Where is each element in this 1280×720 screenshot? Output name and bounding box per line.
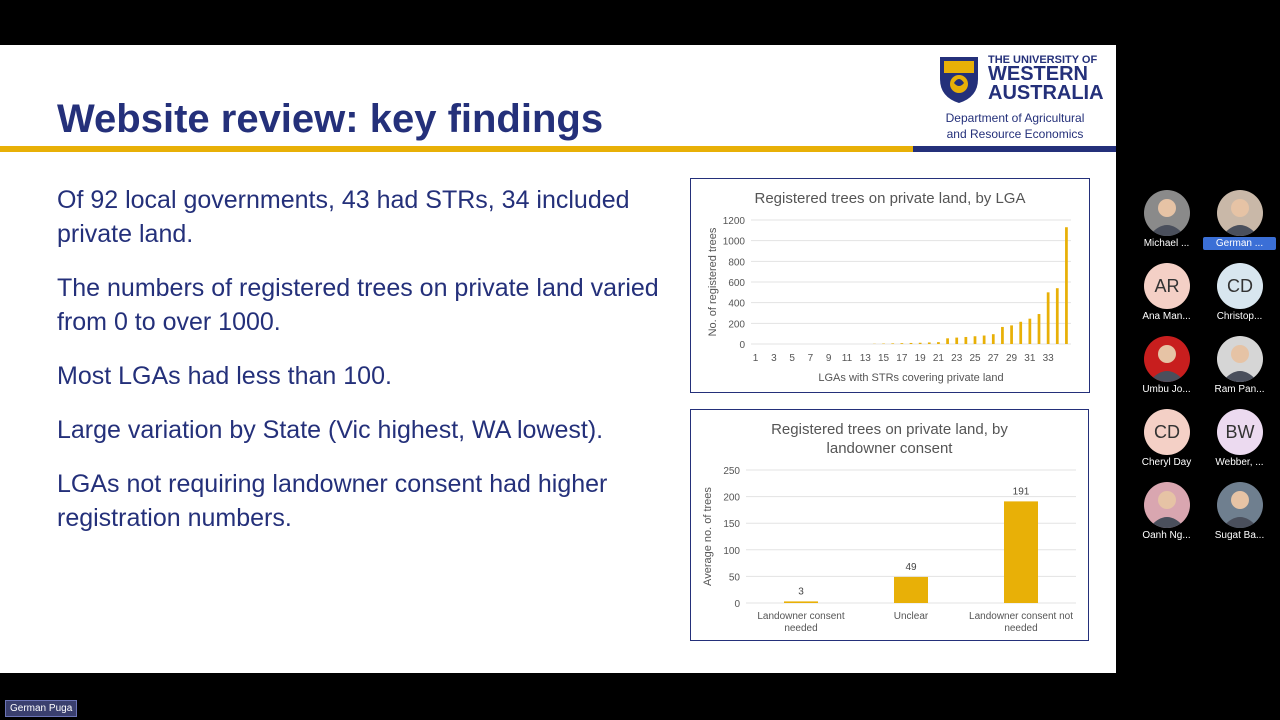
y-tick-label: 200 xyxy=(723,492,740,504)
finding-item: LGAs not requiring landowner consent had higher registration numbers. xyxy=(57,470,608,532)
presentation-slide xyxy=(0,45,1116,673)
participant-tile[interactable] xyxy=(1130,482,1203,548)
participant-photo xyxy=(1217,190,1263,236)
y-tick-label: 1200 xyxy=(722,216,745,227)
person-icon xyxy=(1144,190,1190,236)
data-label: 191 xyxy=(1012,486,1030,498)
logo-line-3: AUSTRALIA xyxy=(988,82,1104,104)
bar xyxy=(955,338,958,344)
x-tick-label: 33 xyxy=(1042,353,1054,364)
title-divider-navy xyxy=(913,146,1116,152)
bar xyxy=(992,334,995,344)
x-tick-label: 13 xyxy=(859,353,871,364)
participant-tile[interactable] xyxy=(1203,482,1276,548)
chart-1-svg xyxy=(691,179,1089,392)
x-tick-label: 21 xyxy=(932,353,944,364)
y-tick-label: 600 xyxy=(728,278,745,289)
x-tick-label: 5 xyxy=(789,353,795,364)
y-axis-label: No. of registered trees xyxy=(707,227,719,337)
key-findings-list xyxy=(57,183,677,555)
x-tick-label: needed xyxy=(784,623,818,634)
x-tick-label: needed xyxy=(1004,623,1038,634)
x-tick-label: 27 xyxy=(987,353,999,364)
chart-title: landowner consent xyxy=(826,440,953,457)
bar xyxy=(928,342,931,344)
y-tick-label: 0 xyxy=(734,599,740,610)
participant-initials: BW xyxy=(1217,409,1263,455)
data-label: 3 xyxy=(798,586,804,598)
department-name xyxy=(936,110,1094,142)
participant-gallery xyxy=(1116,0,1280,720)
bar xyxy=(910,343,913,344)
crest-icon xyxy=(936,53,982,105)
participant-initials: CD xyxy=(1144,409,1190,455)
department-line-1: Department of Agricultural xyxy=(945,111,1085,125)
x-tick-label: 17 xyxy=(896,353,908,364)
participant-name: Webber, ... xyxy=(1215,457,1264,468)
person-icon xyxy=(1217,482,1263,528)
y-tick-label: 200 xyxy=(728,319,745,331)
x-tick-label: 23 xyxy=(951,353,963,364)
participant-photo xyxy=(1144,336,1190,382)
bar xyxy=(900,343,903,344)
bar xyxy=(784,601,818,603)
bar xyxy=(1047,292,1050,344)
participant-tile[interactable] xyxy=(1130,190,1203,256)
y-tick-label: 800 xyxy=(728,257,745,269)
participant-tile[interactable] xyxy=(1130,409,1203,475)
bar xyxy=(974,336,977,344)
participant-tile[interactable] xyxy=(1203,409,1276,475)
x-tick-label: 11 xyxy=(841,353,853,364)
participant-name: Christop... xyxy=(1216,311,1263,322)
bar xyxy=(1004,501,1038,603)
participant-name: Umbu Jo... xyxy=(1142,384,1191,395)
bar xyxy=(1001,327,1004,344)
x-tick-label: 19 xyxy=(914,353,926,364)
participant-initials: CD xyxy=(1217,263,1263,309)
person-icon xyxy=(1144,336,1190,382)
y-tick-label: 0 xyxy=(739,340,745,351)
bar xyxy=(1038,314,1041,344)
participant-photo xyxy=(1217,336,1263,382)
bar xyxy=(1019,322,1022,344)
chart-trees-by-lga xyxy=(690,178,1090,393)
participant-photo xyxy=(1144,190,1190,236)
x-tick-label: 31 xyxy=(1024,353,1036,364)
y-tick-label: 150 xyxy=(723,519,740,531)
participant-tile[interactable] xyxy=(1130,263,1203,329)
participant-name: German ... xyxy=(1203,237,1276,250)
chart-2-svg xyxy=(691,410,1088,640)
x-axis-label: LGAs with STRs covering private land xyxy=(818,372,1004,384)
bar xyxy=(919,343,922,344)
bar xyxy=(964,337,967,344)
bar xyxy=(894,577,928,603)
participant-name: Michael ... xyxy=(1143,238,1190,249)
finding-item: Most LGAs had less than 100. xyxy=(57,362,392,390)
x-tick-label: 9 xyxy=(825,353,832,364)
participant-initials: AR xyxy=(1144,263,1190,309)
participant-tile[interactable] xyxy=(1203,190,1276,256)
chart-title: Registered trees on private land, by LGA xyxy=(754,190,1026,207)
finding-item: Large variation by State (Vic highest, WA lowest). xyxy=(57,416,604,444)
x-tick-label: Landowner consent not xyxy=(969,611,1073,622)
participant-tile[interactable] xyxy=(1130,336,1203,402)
participant-name: Cheryl Day xyxy=(1141,457,1192,468)
y-axis-label: Average no. of trees xyxy=(702,487,714,586)
y-tick-label: 400 xyxy=(728,298,745,310)
bar xyxy=(983,336,986,344)
logo-line-2: WESTERN xyxy=(988,63,1088,85)
x-tick-label: Landowner consent xyxy=(757,611,845,622)
participant-photo xyxy=(1217,482,1263,528)
bar xyxy=(1028,319,1031,344)
logo-wordmark xyxy=(988,65,1104,103)
x-tick-label: 3 xyxy=(771,353,777,364)
x-tick-label: Unclear xyxy=(893,611,929,622)
participant-tile[interactable] xyxy=(1203,263,1276,329)
active-speaker-label: German Puga xyxy=(5,700,77,717)
y-tick-label: 100 xyxy=(723,545,740,557)
x-tick-label: 7 xyxy=(807,353,814,364)
y-tick-label: 250 xyxy=(723,466,740,477)
bar xyxy=(1010,325,1013,344)
bar xyxy=(891,343,894,344)
x-tick-label: 25 xyxy=(969,353,981,364)
title-divider-gold xyxy=(0,146,913,152)
person-icon xyxy=(1217,336,1263,382)
participant-name: Sugat Ba... xyxy=(1214,530,1265,541)
chart-title: Registered trees on private land, by xyxy=(771,421,1008,438)
participant-name: Ram Pan... xyxy=(1214,384,1265,395)
bar xyxy=(1056,288,1059,344)
y-tick-label: 1000 xyxy=(722,236,745,248)
person-icon xyxy=(1217,190,1263,236)
department-line-2: and Resource Economics xyxy=(946,127,1084,141)
finding-item: Of 92 local governments, 43 had STRs, 34 included private land. xyxy=(57,186,630,248)
logo-line-1: THE UNIVERSITY OF xyxy=(988,54,1098,66)
participant-name: Oanh Ng... xyxy=(1142,530,1191,541)
participant-photo xyxy=(1144,482,1190,528)
bar xyxy=(937,342,940,344)
x-tick-label: 15 xyxy=(878,353,890,364)
x-tick-label: 1 xyxy=(752,353,759,364)
x-tick-label: 29 xyxy=(1006,353,1018,364)
data-label: 49 xyxy=(905,561,917,573)
bar xyxy=(946,338,949,344)
slide-title: Website review: key findings xyxy=(57,97,604,141)
chart-trees-by-consent xyxy=(690,409,1089,641)
participant-name: Ana Man... xyxy=(1142,311,1191,322)
bar xyxy=(1065,227,1068,344)
university-logo xyxy=(936,53,1104,143)
person-icon xyxy=(1144,482,1190,528)
finding-item: The numbers of registered trees on private land varied from 0 to over 1000. xyxy=(57,274,659,336)
participant-tile[interactable] xyxy=(1203,336,1276,402)
y-tick-label: 50 xyxy=(728,572,740,584)
